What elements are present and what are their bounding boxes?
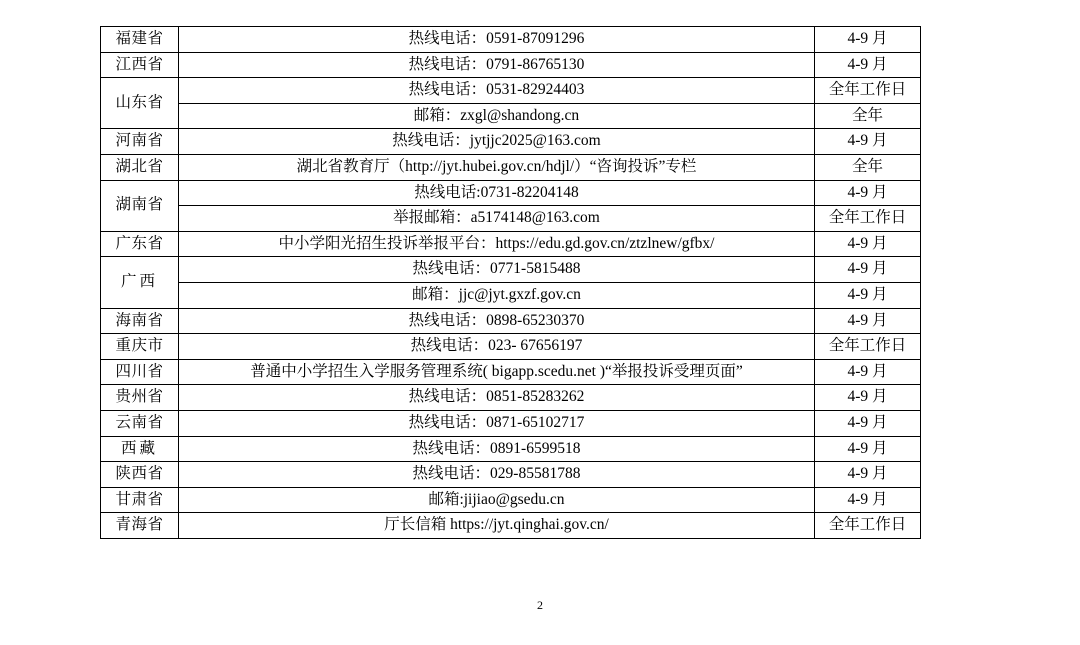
region-cell: 江西省: [101, 52, 179, 78]
region-cell: 四川省: [101, 359, 179, 385]
detail-cell: 热线电话：0891-6599518: [179, 436, 815, 462]
region-cell: 陕西省: [101, 462, 179, 488]
table-row: [101, 410, 921, 436]
table-row: [101, 359, 921, 385]
detail-cell: 热线电话：0591-87091296: [179, 27, 815, 53]
period-cell: 4-9 月: [815, 385, 921, 411]
page-number: 2: [537, 598, 543, 612]
detail-cell: 邮箱：zxgl@shandong.cn: [179, 103, 815, 129]
detail-cell: 邮箱:jijiao@gsedu.cn: [179, 487, 815, 513]
table-row: [101, 513, 921, 539]
table-row: [101, 257, 921, 283]
detail-cell: 热线电话：0851-85283262: [179, 385, 815, 411]
detail-cell: 热线电话：0898-65230370: [179, 308, 815, 334]
table-row: [101, 462, 921, 488]
table-row: [101, 129, 921, 155]
region-cell: 湖北省: [101, 154, 179, 180]
period-cell: 4-9 月: [815, 308, 921, 334]
table-row: [101, 487, 921, 513]
detail-cell: 邮箱：jjc@jyt.gxzf.gov.cn: [179, 282, 815, 308]
region-cell: 广西: [101, 257, 179, 308]
table-row: [101, 231, 921, 257]
table-row: [101, 180, 921, 206]
table-row: [101, 78, 921, 104]
table-body: [101, 27, 921, 539]
region-cell: 青海省: [101, 513, 179, 539]
period-cell: 全年工作日: [815, 513, 921, 539]
region-cell: 重庆市: [101, 334, 179, 360]
table-row: [101, 308, 921, 334]
table-row: [101, 334, 921, 360]
complaint-channels-table-container: [100, 26, 920, 539]
region-cell: 甘肃省: [101, 487, 179, 513]
period-cell: 4-9 月: [815, 27, 921, 53]
detail-cell: 热线电话：023- 67656197: [179, 334, 815, 360]
region-cell: 贵州省: [101, 385, 179, 411]
period-cell: 4-9 月: [815, 52, 921, 78]
table-row: [101, 154, 921, 180]
detail-cell: 举报邮箱：a5174148@163.com: [179, 206, 815, 232]
period-cell: 全年工作日: [815, 334, 921, 360]
detail-cell: 热线电话：0871-65102717: [179, 410, 815, 436]
region-cell: 西藏: [101, 436, 179, 462]
region-cell: 云南省: [101, 410, 179, 436]
detail-cell: 湖北省教育厅（http://jyt.hubei.gov.cn/hdjl/）“咨询投诉”专栏: [179, 154, 815, 180]
table-row: [101, 27, 921, 53]
detail-cell: 热线电话：0791-86765130: [179, 52, 815, 78]
region-cell: 福建省: [101, 27, 179, 53]
detail-cell: 热线电话：0531-82924403: [179, 78, 815, 104]
period-cell: 4-9 月: [815, 231, 921, 257]
region-cell: 海南省: [101, 308, 179, 334]
table-row: [101, 52, 921, 78]
region-cell: 湖南省: [101, 180, 179, 231]
period-cell: 全年: [815, 103, 921, 129]
period-cell: 4-9 月: [815, 436, 921, 462]
table-row: [101, 282, 921, 308]
detail-cell: 厅长信箱 https://jyt.qinghai.gov.cn/: [179, 513, 815, 539]
period-cell: 4-9 月: [815, 257, 921, 283]
detail-cell: 热线电话：029-85581788: [179, 462, 815, 488]
detail-cell: 热线电话：jytjjc2025@163.com: [179, 129, 815, 155]
region-cell: 河南省: [101, 129, 179, 155]
region-cell: 广东省: [101, 231, 179, 257]
period-cell: 4-9 月: [815, 487, 921, 513]
complaint-channels-table: [100, 26, 921, 539]
table-row: [101, 206, 921, 232]
detail-cell: 热线电话:0731-82204148: [179, 180, 815, 206]
table-row: [101, 436, 921, 462]
region-cell: 山东省: [101, 78, 179, 129]
table-row: [101, 385, 921, 411]
period-cell: 4-9 月: [815, 180, 921, 206]
period-cell: 全年工作日: [815, 78, 921, 104]
period-cell: 4-9 月: [815, 462, 921, 488]
period-cell: 全年: [815, 154, 921, 180]
detail-cell: 中小学阳光招生投诉举报平台：https://edu.gd.gov.cn/ztzlnew/gfbx/: [179, 231, 815, 257]
period-cell: 4-9 月: [815, 282, 921, 308]
period-cell: 全年工作日: [815, 206, 921, 232]
table-row: [101, 103, 921, 129]
period-cell: 4-9 月: [815, 129, 921, 155]
detail-cell: 普通中小学招生入学服务管理系统( bigapp.scedu.net )“举报投诉受理页面”: [179, 359, 815, 385]
period-cell: 4-9 月: [815, 359, 921, 385]
period-cell: 4-9 月: [815, 410, 921, 436]
detail-cell: 热线电话：0771-5815488: [179, 257, 815, 283]
